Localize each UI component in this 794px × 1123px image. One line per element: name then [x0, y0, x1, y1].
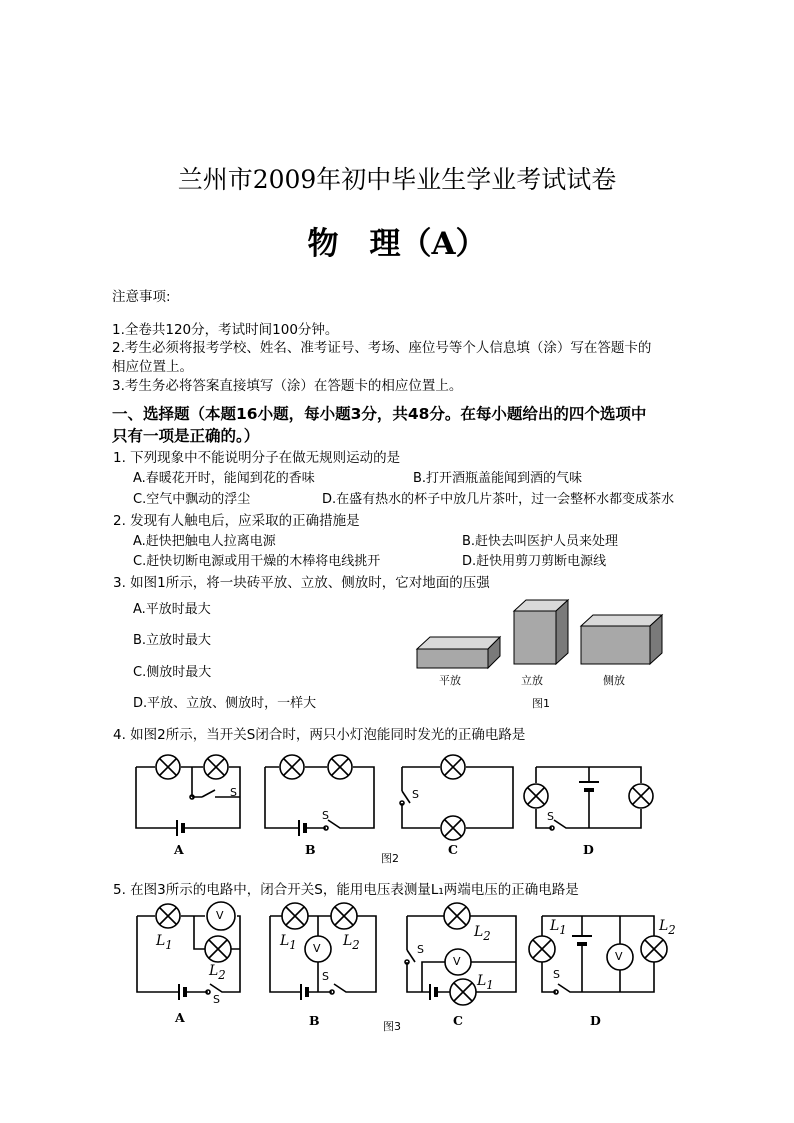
- circuit-3a-label: A: [175, 1010, 185, 1025]
- circuit-2d-switch-label: S: [547, 810, 554, 823]
- note-item-1: 1.全卷共120分，考试时间100分钟。: [112, 322, 339, 338]
- circuit-3b-label: B: [309, 1013, 320, 1028]
- circuit-3a-switch-label: S: [213, 993, 220, 1006]
- circuit-3a-lamp2-label: $L_2$: [209, 963, 226, 982]
- question-2-option-a: A.赶快把触电人拉离电源: [133, 534, 276, 549]
- circuit-3c-label: C: [453, 1013, 463, 1028]
- figure-2-caption: 图2: [381, 852, 399, 865]
- circuit-3a-voltmeter-label: V: [216, 909, 224, 922]
- circuit-2a-label: A: [174, 842, 184, 857]
- question-3-option-c: C.侧放时最大: [133, 665, 212, 680]
- circuit-3d-lamp2-label: $L_2$: [659, 918, 676, 937]
- figure-1-label-flat: 平放: [439, 674, 461, 687]
- note-item-2-cont: 相应位置上。: [112, 359, 193, 375]
- circuit-3c-switch-label: S: [417, 943, 424, 956]
- circuit-3d-switch-label: S: [553, 968, 560, 981]
- question-2-option-c: C.赶快切断电源或用干燥的木棒将电线挑开: [133, 554, 381, 569]
- circuit-3c-voltmeter-label: V: [453, 955, 461, 968]
- circuit-3b-switch-label: S: [322, 970, 329, 983]
- circuit-2b-label: B: [305, 842, 316, 857]
- notes-heading: 注意事项:: [112, 289, 171, 305]
- question-1-option-b: B.打开酒瓶盖能闻到酒的气味: [413, 471, 583, 486]
- exam-title: 兰州市2009年初中毕业生学业考试试卷: [177, 165, 617, 194]
- figure-3-caption: 图3: [383, 1020, 401, 1033]
- circuit-3d-voltmeter-label: V: [615, 950, 623, 963]
- circuit-3a: [137, 902, 240, 1000]
- circuit-3b-lamp1-label: $L_1$: [280, 933, 297, 952]
- figure-1-label-side: 侧放: [603, 674, 625, 687]
- question-1-option-a: A.春暖花开时，能闻到花的香味: [133, 471, 315, 486]
- circuit-3d-label: D: [590, 1013, 601, 1028]
- circuit-2b-switch-label: S: [322, 809, 329, 822]
- question-3-option-b: B.立放时最大: [133, 633, 212, 648]
- question-3-option-a: A.平放时最大: [133, 602, 211, 617]
- figure-1-label-upright: 立放: [521, 674, 543, 687]
- circuit-3c-lamp2-label: $L_2$: [474, 924, 491, 943]
- circuit-2a-switch-label: S: [230, 786, 237, 799]
- circuit-3c-lamp1-label: $L_1$: [477, 973, 494, 992]
- question-4-stem: 4. 如图2所示，当开关S闭合时，两只小灯泡能同时发光的正确电路是: [113, 727, 526, 743]
- question-2-option-b: B.赶快去叫医护人员来处理: [462, 534, 619, 549]
- circuit-3b-lamp2-label: $L_2$: [343, 933, 360, 952]
- exam-subtitle: 物 理（A）: [307, 226, 487, 262]
- circuit-2d-label: D: [583, 842, 594, 857]
- question-1-option-c: C.空气中飘动的浮尘: [133, 492, 251, 507]
- question-2-stem: 2. 发现有人触电后，应采取的正确措施是: [113, 513, 360, 529]
- section-heading: 一、选择题（本题16小题，每小题3分，共48分。在每小题给出的四个选项中: [112, 405, 647, 423]
- circuit-3b-voltmeter-label: V: [313, 942, 321, 955]
- question-5-stem: 5. 在图3所示的电路中，闭合开关S，能用电压表测量L₁两端电压的正确电路是: [113, 882, 579, 898]
- note-item-3: 3.考生务必将答案直接填写（涂）在答题卡的相应位置上。: [112, 378, 463, 394]
- figure-1-caption: 图1: [532, 697, 550, 710]
- section-heading-cont: 只有一项是正确的。）: [112, 427, 260, 445]
- circuit-3d-lamp1-label: $L_1$: [550, 918, 567, 937]
- note-item-2: 2.考生必须将报考学校、姓名、准考证号、考场、座位号等个人信息填（涂）写在答题卡的: [112, 340, 652, 356]
- question-1-stem: 1. 下列现象中不能说明分子在做无规则运动的是: [113, 450, 401, 466]
- circuit-2c-label: C: [448, 842, 458, 857]
- circuit-2c-switch-label: S: [412, 788, 419, 801]
- question-3-option-d: D.平放、立放、侧放时，一样大: [133, 696, 317, 711]
- question-2-option-d: D.赶快用剪刀剪断电源线: [462, 554, 607, 569]
- circuit-3a-lamp1-label: $L_1$: [156, 933, 173, 952]
- question-3-stem: 3. 如图1所示，将一块砖平放、立放、侧放时，它对地面的压强: [113, 575, 490, 591]
- question-1-option-d: D.在盛有热水的杯子中放几片茶叶，过一会整杯水都变成茶水: [322, 492, 675, 507]
